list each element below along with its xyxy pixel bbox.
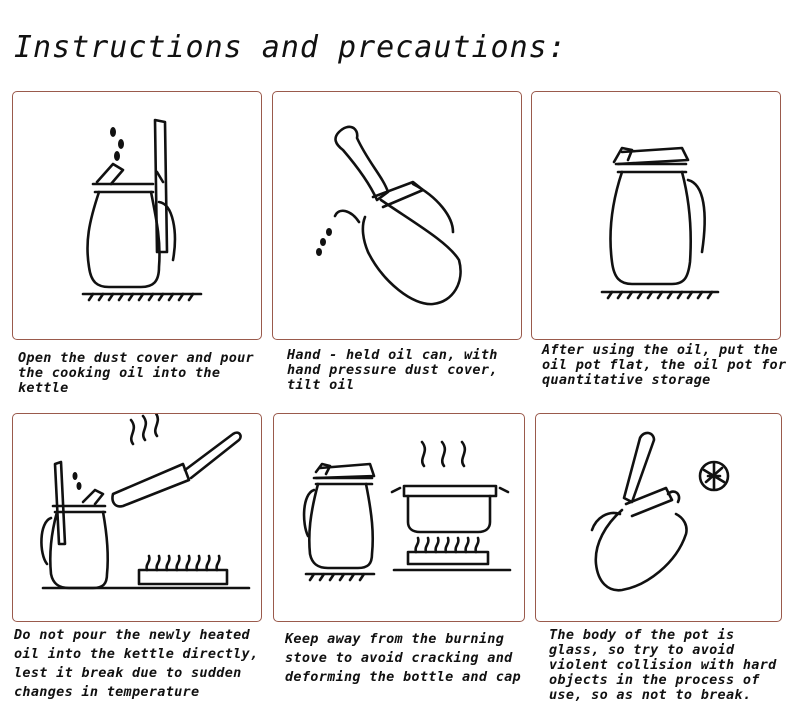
panel-stove-warning — [273, 413, 525, 622]
store-oil-illustration — [532, 92, 782, 341]
panel-tilt-oil — [272, 91, 522, 340]
panel-collision-warning — [535, 413, 782, 622]
hot-oil-illustration — [13, 414, 263, 623]
panel-store-oil — [531, 91, 781, 340]
page-title: Instructions and precautions: — [14, 30, 567, 65]
caption-hot-oil-warning: Do not pour the newly heated oil into the kettle directly, lest it break due to sudden changes in temperature — [14, 627, 259, 700]
stove-warning-illustration — [274, 414, 526, 623]
caption-store-oil: After using the oil, put the oil pot flat, the oil pot for quantitative storage — [542, 342, 787, 388]
caption-collision-warning: The body of the pot is glass, so try to avoid violent collision with hard objects in the process of use, so as not to break. — [549, 627, 777, 703]
caption-tilt-oil: Hand - held oil can, with hand pressure dust cover, tilt oil — [287, 347, 498, 393]
panel-pour-oil — [12, 91, 262, 340]
collision-warning-illustration — [536, 414, 783, 623]
tilt-oil-illustration — [273, 92, 523, 341]
caption-pour-oil: Open the dust cover and pour the cooking oil into the kettle — [18, 350, 254, 396]
panel-hot-oil-warning — [12, 413, 262, 622]
pour-oil-illustration — [13, 92, 263, 341]
caption-stove-warning: Keep away from the burning stove to avoid cracking and deforming the bottle and cap — [285, 631, 521, 685]
